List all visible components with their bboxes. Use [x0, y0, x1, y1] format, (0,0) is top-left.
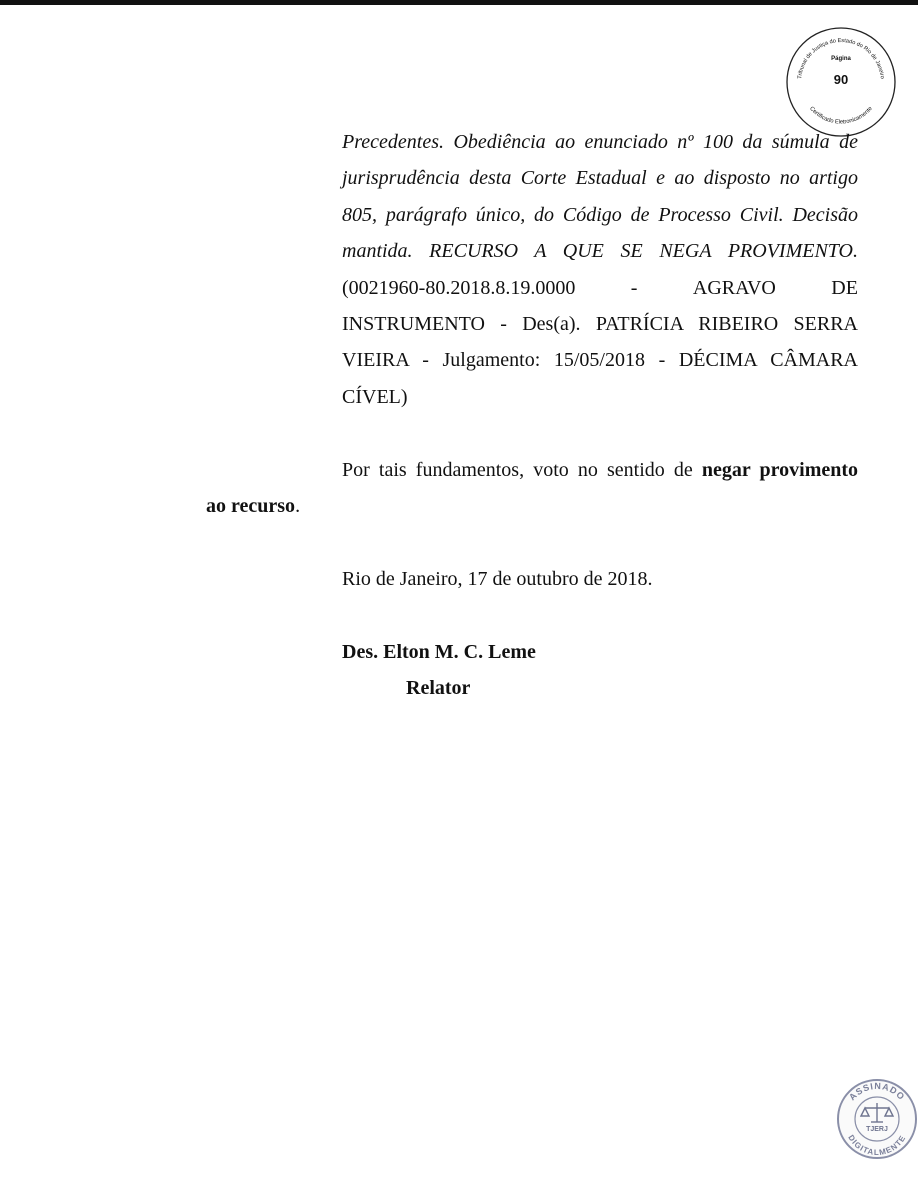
stamp-center-text: TJERJ: [866, 1126, 888, 1133]
ementa-block: [342, 124, 858, 415]
page-certification-seal: [785, 26, 897, 138]
process-agravo: AGRAVO: [692, 276, 776, 299]
process-de: DE: [831, 276, 858, 299]
signer-name: Des. Elton M. C. Leme: [342, 641, 536, 663]
seal-arc-bottom: Certificado Eletronicamente: [808, 105, 874, 126]
conclusion-paragraph-end: [206, 488, 300, 524]
ementa-line-8: CÍVEL): [342, 385, 408, 408]
seal-arc-top: Tribunal de Justiça do Estado do Rio de Janeiro: [797, 37, 885, 80]
ementa-line-5: [342, 270, 858, 306]
stamp-arc-top: ASSINADO: [847, 1080, 907, 1103]
ementa-line-3: 805, parágrafo único, do Código de Processo Civil. Decisão: [342, 203, 858, 226]
conclusion-suffix: .: [295, 495, 301, 517]
stamp-graphic: [836, 1078, 918, 1160]
ementa-line-2: jurisprudência desta Corte Estadual e ao disposto no artigo: [342, 167, 858, 190]
conclusion-paragraph: [342, 452, 858, 488]
process-dash: -: [630, 276, 638, 299]
digital-signature-stamp: [836, 1078, 918, 1160]
ementa-line-7: VIEIRA - Julgamento: 15/05/2018 - DÉCIMA CÂMARA: [342, 349, 858, 372]
seal-page-number: 90: [833, 72, 849, 87]
ementa-line-1: Precedentes. Obediência ao enunciado nº 100 da súmula de: [342, 131, 858, 153]
conclusion-bold-1: negar provimento: [701, 459, 859, 481]
conclusion-text: Por tais fundamentos, voto no sentido de: [342, 459, 693, 481]
stamp-arc-bottom: DIGITALMENTE: [846, 1133, 908, 1158]
seal-page-label: Página: [831, 56, 851, 62]
ementa-line-6: INSTRUMENTO - Des(a). PATRÍCIA RIBEIRO SERRA: [342, 313, 858, 336]
ementa-line-4: mantida. RECURSO A QUE SE NEGA PROVIMENTO.: [342, 240, 858, 263]
place-date: Rio de Janeiro, 17 de outubro de 2018.: [342, 568, 653, 590]
conclusion-bold-2: ao recurso: [206, 495, 296, 517]
top-border: [0, 0, 918, 5]
signer-role: Relator: [406, 677, 471, 699]
process-number: (0021960-80.2018.8.19.0000: [342, 276, 576, 299]
